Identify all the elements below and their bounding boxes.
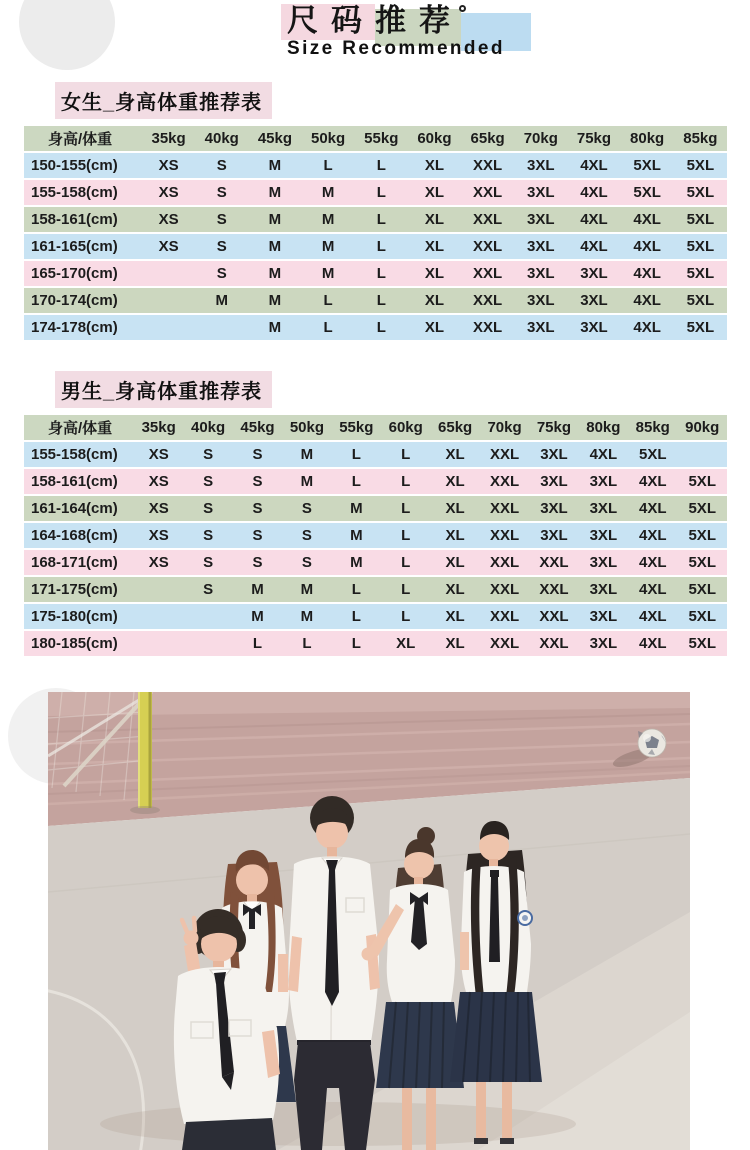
size-cell: XXL: [480, 523, 529, 548]
size-cell: 5XL: [677, 550, 727, 575]
weight-column-header: 90kg: [677, 415, 727, 440]
size-cell: XL: [430, 523, 479, 548]
size-cell: [183, 631, 232, 656]
size-cell: 5XL: [674, 315, 727, 340]
size-cell: XL: [408, 207, 461, 232]
size-cell: 4XL: [567, 207, 620, 232]
size-cell: L: [282, 631, 331, 656]
weight-column-header: 50kg: [302, 126, 355, 151]
height-weight-corner-header: 身高/体重: [24, 415, 134, 440]
height-range-label: 168-171(cm): [24, 550, 134, 575]
table-header-row: [24, 126, 727, 151]
size-cell: 3XL: [514, 261, 567, 286]
size-cell: L: [381, 550, 430, 575]
size-cell: L: [355, 315, 408, 340]
size-cell: 4XL: [621, 315, 674, 340]
height-range-label: 155-158(cm): [24, 442, 134, 467]
size-cell: S: [183, 523, 232, 548]
size-cell: XS: [134, 442, 183, 467]
size-row: [24, 604, 727, 629]
size-cell: L: [355, 288, 408, 313]
weight-column-header: 55kg: [332, 415, 381, 440]
size-cell: S: [282, 496, 331, 521]
size-cell: S: [282, 523, 331, 548]
size-cell: 4XL: [567, 153, 620, 178]
size-cell: L: [302, 153, 355, 178]
height-range-label: 180-185(cm): [24, 631, 134, 656]
boys-table-title: 男生_身高体重推荐表: [55, 371, 272, 408]
weight-column-header: 75kg: [567, 126, 620, 151]
size-cell: [677, 442, 727, 467]
size-cell: [142, 288, 195, 313]
size-cell: XXL: [480, 631, 529, 656]
size-cell: XXL: [461, 234, 514, 259]
size-cell: [142, 261, 195, 286]
size-cell: XS: [142, 234, 195, 259]
height-range-label: 165-170(cm): [24, 261, 142, 286]
size-cell: 3XL: [579, 496, 628, 521]
size-cell: 3XL: [514, 234, 567, 259]
size-row: [24, 207, 727, 232]
page-subtitle: Size Recommended: [287, 38, 505, 59]
size-cell: [134, 631, 183, 656]
size-cell: M: [233, 604, 282, 629]
weight-column-header: 45kg: [248, 126, 301, 151]
degree-mark-icon: [459, 5, 466, 12]
weight-column-header: 40kg: [195, 126, 248, 151]
size-cell: L: [332, 577, 381, 602]
size-cell: 4XL: [579, 442, 628, 467]
size-cell: L: [381, 577, 430, 602]
size-cell: XXL: [529, 604, 578, 629]
size-row: [24, 469, 727, 494]
size-cell: 4XL: [621, 234, 674, 259]
size-cell: XS: [134, 550, 183, 575]
weight-column-header: 60kg: [381, 415, 430, 440]
size-cell: 5XL: [628, 442, 677, 467]
size-cell: 5XL: [677, 469, 727, 494]
size-cell: 5XL: [674, 180, 727, 205]
boys-size-table: [24, 413, 727, 658]
size-cell: 3XL: [579, 550, 628, 575]
size-cell: 4XL: [621, 261, 674, 286]
size-cell: XL: [430, 496, 479, 521]
height-range-label: 164-168(cm): [24, 523, 134, 548]
size-cell: XL: [408, 153, 461, 178]
size-cell: L: [332, 442, 381, 467]
size-cell: 3XL: [579, 631, 628, 656]
size-row: [24, 442, 727, 467]
size-row: [24, 153, 727, 178]
size-cell: 5XL: [621, 153, 674, 178]
size-cell: M: [233, 577, 282, 602]
height-range-label: 170-174(cm): [24, 288, 142, 313]
size-cell: XL: [381, 631, 430, 656]
size-cell: 3XL: [567, 288, 620, 313]
size-row: [24, 288, 727, 313]
size-cell: 5XL: [674, 207, 727, 232]
size-cell: M: [302, 180, 355, 205]
size-cell: M: [248, 315, 301, 340]
size-cell: XL: [408, 315, 461, 340]
size-cell: XL: [430, 550, 479, 575]
uniform-group-photo: [48, 692, 690, 1150]
size-cell: M: [332, 496, 381, 521]
height-range-label: 158-161(cm): [24, 469, 134, 494]
weight-column-header: 40kg: [183, 415, 232, 440]
photo-illustration: [48, 692, 690, 1150]
size-cell: XL: [430, 577, 479, 602]
size-cell: 4XL: [628, 523, 677, 548]
size-cell: 5XL: [677, 604, 727, 629]
size-cell: S: [195, 180, 248, 205]
size-row: [24, 315, 727, 340]
weight-column-header: 50kg: [282, 415, 331, 440]
size-row: [24, 577, 727, 602]
size-cell: S: [183, 496, 232, 521]
size-cell: 3XL: [529, 469, 578, 494]
height-range-label: 161-164(cm): [24, 496, 134, 521]
height-range-label: 175-180(cm): [24, 604, 134, 629]
size-cell: L: [381, 604, 430, 629]
size-cell: [183, 604, 232, 629]
size-cell: 3XL: [567, 261, 620, 286]
weight-column-header: 35kg: [142, 126, 195, 151]
size-cell: XL: [408, 234, 461, 259]
size-cell: M: [248, 288, 301, 313]
size-cell: S: [233, 523, 282, 548]
size-cell: 3XL: [514, 153, 567, 178]
sunlight-overlay: [48, 692, 690, 1150]
size-cell: XXL: [480, 469, 529, 494]
size-cell: 4XL: [628, 604, 677, 629]
size-cell: M: [332, 523, 381, 548]
height-range-label: 171-175(cm): [24, 577, 134, 602]
size-cell: M: [195, 288, 248, 313]
weight-column-header: 65kg: [461, 126, 514, 151]
size-cell: L: [233, 631, 282, 656]
size-cell: M: [282, 577, 331, 602]
size-cell: S: [183, 550, 232, 575]
weight-column-header: 45kg: [233, 415, 282, 440]
height-range-label: 158-161(cm): [24, 207, 142, 232]
size-cell: L: [355, 180, 408, 205]
size-cell: XXL: [461, 261, 514, 286]
size-cell: XXL: [480, 496, 529, 521]
size-row: [24, 631, 727, 656]
size-cell: S: [233, 550, 282, 575]
size-cell: 3XL: [514, 288, 567, 313]
size-row: [24, 496, 727, 521]
weight-column-header: 70kg: [480, 415, 529, 440]
table-header-row: [24, 415, 727, 440]
size-cell: 5XL: [621, 180, 674, 205]
size-cell: 5XL: [677, 577, 727, 602]
size-cell: 4XL: [567, 234, 620, 259]
size-cell: 3XL: [514, 180, 567, 205]
size-cell: S: [183, 469, 232, 494]
size-cell: XL: [430, 469, 479, 494]
size-cell: XXL: [480, 577, 529, 602]
size-cell: 4XL: [567, 180, 620, 205]
size-cell: 4XL: [628, 550, 677, 575]
size-cell: S: [195, 153, 248, 178]
height-range-label: 161-165(cm): [24, 234, 142, 259]
weight-column-header: 85kg: [674, 126, 727, 151]
size-cell: 4XL: [621, 288, 674, 313]
size-cell: XS: [142, 180, 195, 205]
size-cell: S: [195, 261, 248, 286]
size-cell: M: [282, 604, 331, 629]
size-cell: M: [302, 261, 355, 286]
size-cell: XL: [408, 180, 461, 205]
size-cell: 4XL: [628, 496, 677, 521]
size-row: [24, 234, 727, 259]
size-cell: XS: [134, 496, 183, 521]
size-cell: 5XL: [677, 496, 727, 521]
size-cell: [142, 315, 195, 340]
size-cell: M: [248, 180, 301, 205]
size-cell: [134, 577, 183, 602]
size-cell: M: [302, 207, 355, 232]
weight-column-header: 70kg: [514, 126, 567, 151]
weight-column-header: 80kg: [579, 415, 628, 440]
size-cell: M: [248, 261, 301, 286]
size-cell: XL: [408, 261, 461, 286]
size-cell: 3XL: [514, 315, 567, 340]
weight-column-header: 60kg: [408, 126, 461, 151]
size-cell: 3XL: [529, 523, 578, 548]
size-cell: S: [233, 469, 282, 494]
size-cell: XS: [142, 207, 195, 232]
weight-column-header: 65kg: [430, 415, 479, 440]
size-cell: 4XL: [628, 577, 677, 602]
weight-column-header: 85kg: [628, 415, 677, 440]
girls-size-table: [24, 124, 727, 342]
decorative-circle-top-left: [19, 0, 115, 70]
size-cell: L: [302, 315, 355, 340]
girls-table-title: 女生_身高体重推荐表: [55, 82, 272, 119]
size-cell: [134, 604, 183, 629]
size-cell: 5XL: [674, 234, 727, 259]
size-cell: 5XL: [674, 261, 727, 286]
size-cell: XXL: [461, 288, 514, 313]
size-cell: L: [381, 523, 430, 548]
size-cell: 3XL: [567, 315, 620, 340]
size-row: [24, 550, 727, 575]
weight-column-header: 55kg: [355, 126, 408, 151]
size-cell: 5XL: [674, 153, 727, 178]
page-title: 尺码推荐: [287, 3, 463, 38]
size-cell: XXL: [529, 577, 578, 602]
size-cell: XL: [430, 604, 479, 629]
size-cell: S: [282, 550, 331, 575]
size-cell: XXL: [529, 631, 578, 656]
size-cell: L: [332, 631, 381, 656]
size-cell: M: [248, 207, 301, 232]
weight-column-header: 80kg: [621, 126, 674, 151]
height-range-label: 150-155(cm): [24, 153, 142, 178]
size-cell: 4XL: [628, 469, 677, 494]
height-range-label: 155-158(cm): [24, 180, 142, 205]
size-cell: S: [195, 234, 248, 259]
size-cell: [195, 315, 248, 340]
size-cell: 3XL: [579, 469, 628, 494]
size-cell: L: [381, 496, 430, 521]
size-cell: XS: [142, 153, 195, 178]
weight-column-header: 75kg: [529, 415, 578, 440]
size-cell: 3XL: [579, 577, 628, 602]
size-cell: M: [282, 469, 331, 494]
size-cell: M: [282, 442, 331, 467]
size-row: [24, 180, 727, 205]
size-cell: XL: [430, 631, 479, 656]
size-cell: L: [302, 288, 355, 313]
size-cell: XXL: [480, 550, 529, 575]
size-cell: L: [381, 469, 430, 494]
size-row: [24, 261, 727, 286]
size-cell: XXL: [461, 180, 514, 205]
size-cell: XXL: [461, 315, 514, 340]
size-cell: XXL: [461, 153, 514, 178]
size-cell: 5XL: [677, 631, 727, 656]
size-cell: XXL: [480, 604, 529, 629]
size-cell: XL: [430, 442, 479, 467]
size-cell: S: [233, 442, 282, 467]
size-cell: L: [332, 604, 381, 629]
size-cell: S: [183, 442, 232, 467]
size-cell: 4XL: [628, 631, 677, 656]
height-weight-corner-header: 身高/体重: [24, 126, 142, 151]
height-range-label: 174-178(cm): [24, 315, 142, 340]
size-row: [24, 523, 727, 548]
size-cell: L: [355, 153, 408, 178]
size-cell: 5XL: [677, 523, 727, 548]
size-cell: XS: [134, 523, 183, 548]
size-cell: XXL: [461, 207, 514, 232]
size-cell: L: [355, 261, 408, 286]
size-cell: S: [233, 496, 282, 521]
size-cell: L: [355, 207, 408, 232]
size-cell: L: [332, 469, 381, 494]
size-cell: M: [248, 234, 301, 259]
size-cell: M: [302, 234, 355, 259]
size-cell: 3XL: [514, 207, 567, 232]
weight-column-header: 35kg: [134, 415, 183, 440]
size-cell: 5XL: [674, 288, 727, 313]
size-cell: XXL: [480, 442, 529, 467]
size-cell: 4XL: [621, 207, 674, 232]
size-cell: M: [332, 550, 381, 575]
page-header: [287, 3, 505, 60]
size-cell: 3XL: [579, 604, 628, 629]
size-cell: M: [248, 153, 301, 178]
size-cell: XL: [408, 288, 461, 313]
size-cell: L: [355, 234, 408, 259]
size-cell: S: [183, 577, 232, 602]
size-cell: 3XL: [529, 442, 578, 467]
size-cell: 3XL: [579, 523, 628, 548]
size-cell: S: [195, 207, 248, 232]
size-cell: XXL: [529, 550, 578, 575]
size-cell: L: [381, 442, 430, 467]
size-cell: XS: [134, 469, 183, 494]
size-cell: 3XL: [529, 496, 578, 521]
